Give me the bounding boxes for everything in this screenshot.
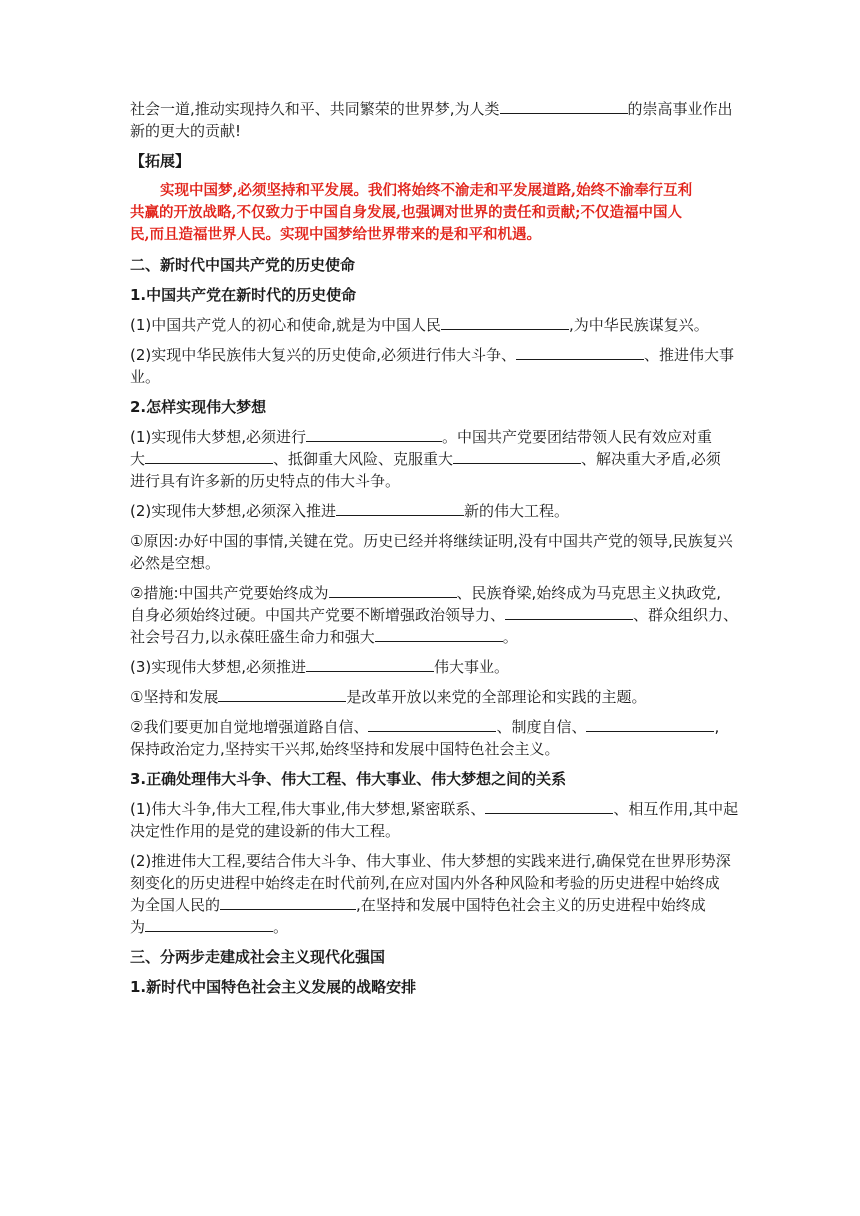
intro-line [130, 120, 730, 142]
text: 大 [130, 450, 146, 468]
text: 。 [273, 918, 289, 936]
text: ,为中华民族谋复兴。 [569, 316, 709, 334]
paragraph [130, 314, 730, 336]
text: 、推进伟大事 [644, 346, 735, 364]
text: 保持政治定力,坚持实干兴邦,始终坚持和发展中国特色社会主义。 [130, 740, 560, 758]
text: 进行具有许多新的历史特点的伟大斗争。 [130, 472, 401, 490]
text: 、群众组织力、 [633, 606, 739, 624]
text: 社会号召力,以永葆旺盛生命力和强大 [130, 628, 375, 646]
text: 。中国共产党要团结带领人民有效应对重 [442, 428, 713, 446]
document-content [130, 98, 739, 1006]
paragraph [130, 500, 730, 522]
subsection-heading: 3.正确处理伟大斗争、伟大工程、伟大事业、伟大梦想之间的关系 [130, 770, 567, 788]
text: 是改革开放以来党的全部理论和实践的主题。 [346, 688, 647, 706]
intro-line [130, 98, 733, 120]
text: 、相互作用,其中起 [613, 800, 739, 818]
answer-blank[interactable] [218, 686, 346, 702]
answer-blank[interactable] [453, 448, 581, 464]
text: (1)伟大斗争,伟大工程,伟大事业,伟大梦想,紧密联系、 [130, 800, 486, 818]
text: , [714, 718, 720, 736]
paragraph [130, 582, 730, 604]
text: ①坚持和发展 [130, 688, 219, 706]
paragraph [130, 656, 730, 678]
subsection-heading: 2.怎样实现伟大梦想 [130, 398, 267, 416]
text: (3)实现伟大梦想,必须推进 [130, 658, 307, 676]
text: 、抵御重大风险、克服重大 [273, 450, 454, 468]
text: ②我们要更加自觉地增强道路自信、 [130, 718, 369, 736]
answer-blank[interactable] [145, 916, 273, 932]
text: (1)中国共产党人的初心和使命,就是为中国人民 [130, 316, 442, 334]
paragraph [130, 716, 730, 738]
text: 、解决重大矛盾,必须 [581, 450, 721, 468]
section-heading: 三、分两步走建成社会主义现代化强国 [130, 948, 386, 966]
answer-blank[interactable] [485, 798, 613, 814]
answer-blank[interactable] [306, 656, 434, 672]
text: 。 [502, 628, 518, 646]
paragraph [130, 820, 730, 842]
paragraph [130, 344, 735, 366]
text: 为全国人民的 [130, 896, 221, 914]
paragraph [130, 916, 730, 938]
text: 、民族脊梁,始终成为马克思主义执政党, [456, 584, 722, 602]
paragraph [130, 426, 730, 448]
subsection-heading: 1.新时代中国特色社会主义发展的战略安排 [130, 978, 417, 996]
paragraph [130, 552, 730, 574]
extend-text: 实现中国梦,必须坚持和平发展。我们将始终不渝走和平发展道路,始终不渝奉行互利 [160, 182, 693, 199]
text: 必然是空想。 [130, 554, 221, 572]
text: 刻变化的历史进程中始终走在时代前列,在应对国内外各种风险和考验的历史进程中始终成 [130, 874, 720, 892]
text: (1)实现伟大梦想,必须进行 [130, 428, 307, 446]
text: ,在坚持和发展中国特色社会主义的历史进程中始终成 [356, 896, 706, 914]
paragraph [130, 604, 739, 626]
text: ②措施:中国共产党要始终成为 [130, 584, 329, 602]
text: 为 [130, 918, 146, 936]
text: 新的伟大工程。 [464, 502, 570, 520]
text: 伟大事业。 [434, 658, 510, 676]
text: (2)实现中华民族伟大复兴的历史使命,必须进行伟大斗争、 [130, 346, 517, 364]
answer-blank[interactable] [375, 626, 503, 642]
extend-heading: 【拓展】 [130, 152, 191, 170]
text: 、制度自信、 [496, 718, 587, 736]
answer-blank[interactable] [306, 426, 442, 442]
answer-blank[interactable] [516, 344, 644, 360]
paragraph [130, 686, 730, 708]
answer-blank[interactable] [220, 894, 356, 910]
paragraph [130, 530, 733, 552]
text: 的崇高事业作出 [627, 100, 733, 118]
paragraph [130, 448, 730, 470]
answer-blank[interactable] [145, 448, 273, 464]
answer-blank[interactable] [586, 716, 714, 732]
answer-blank[interactable] [500, 98, 628, 114]
paragraph [130, 738, 730, 760]
paragraph [130, 850, 730, 872]
paragraph [130, 366, 730, 388]
paragraph [130, 894, 730, 916]
paragraph [130, 626, 730, 648]
answer-blank[interactable] [336, 500, 464, 516]
text: (2)推进伟大工程,要结合伟大斗争、伟大事业、伟大梦想的实践来进行,确保党在世界形势深 [130, 852, 731, 870]
answer-blank[interactable] [329, 582, 457, 598]
subsection-heading: 1.中国共产党在新时代的历史使命 [130, 286, 357, 304]
paragraph [130, 872, 730, 894]
text: 社会一道,推动实现持久和平、共同繁荣的世界梦,为人类 [130, 100, 500, 118]
extend-text: 共赢的开放战略,不仅致力于中国自身发展,也强调对世界的责任和贡献;不仅造福中国人 [130, 204, 682, 221]
text: ①原因:办好中国的事情,关键在党。历史已经并将继续证明,没有中国共产党的领导,民族复兴 [130, 532, 733, 550]
paragraph [130, 470, 730, 492]
text: 新的更大的贡献! [130, 122, 242, 140]
text: (2)实现伟大梦想,必须深入推进 [130, 502, 337, 520]
text: 业。 [130, 368, 161, 386]
answer-blank[interactable] [368, 716, 496, 732]
section-heading: 二、新时代中国共产党的历史使命 [130, 256, 356, 274]
extend-text: 民,而且造福世界人民。实现中国梦给世界带来的是和平和机遇。 [130, 226, 542, 243]
text: 决定性作用的是党的建设新的伟大工程。 [130, 822, 401, 840]
paragraph [130, 798, 739, 820]
text: 自身必须始终过硬。中国共产党要不断增强政治领导力、 [130, 606, 506, 624]
answer-blank[interactable] [441, 314, 569, 330]
answer-blank[interactable] [505, 604, 633, 620]
